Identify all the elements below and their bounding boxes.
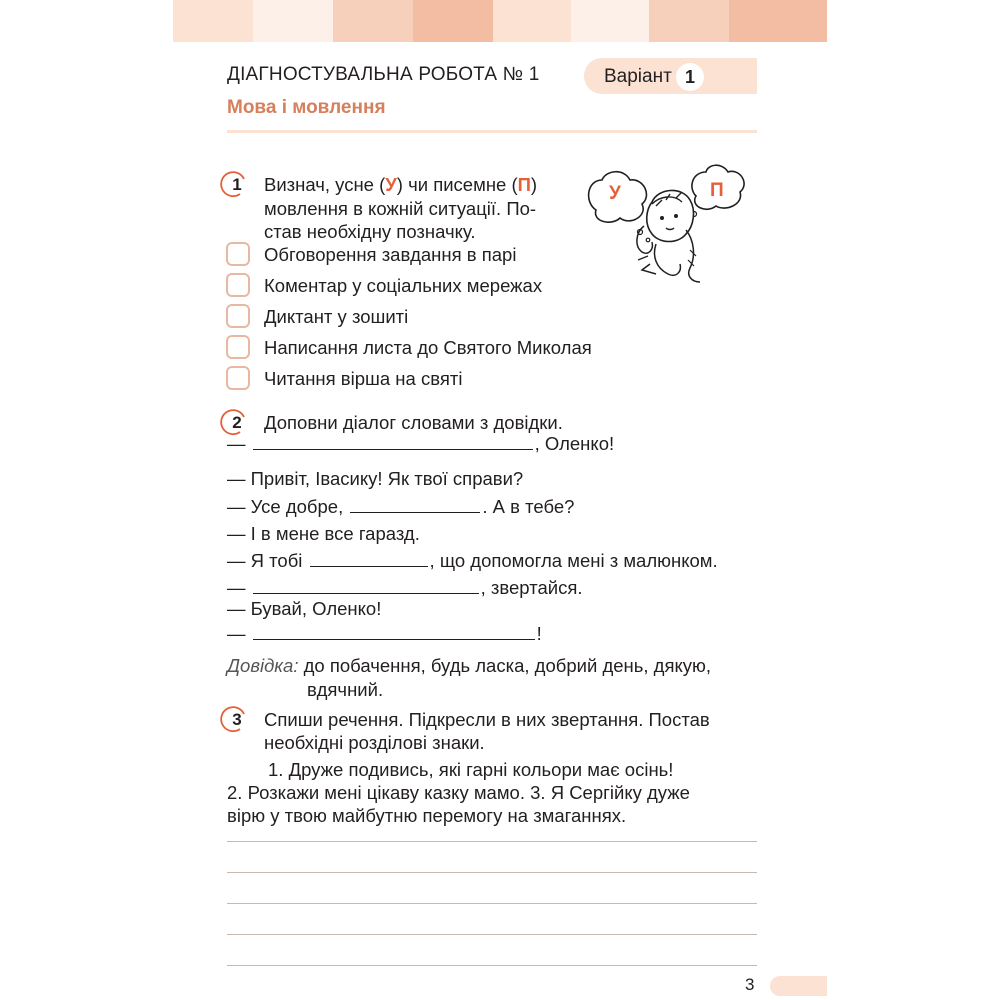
writing-line-1[interactable] <box>227 841 757 842</box>
writing-line-2[interactable] <box>227 872 757 873</box>
dialog-line-4: — І в мене все гаразд. <box>227 523 420 544</box>
stripe-5 <box>493 0 571 42</box>
task-3-sentence-1: 1. Друже подивись, які гарні кольори має осінь! <box>268 759 674 780</box>
task-3-line-2: необхідні розділові знаки. <box>264 732 485 753</box>
word-bank-label: Довідка: <box>227 655 299 676</box>
oral-letter: У <box>385 174 397 195</box>
task-3-sentence-2: 2. Розкажи мені цікаву казку мамо. 3. Я Сергійку дуже <box>227 782 690 803</box>
writing-line-3[interactable] <box>227 903 757 904</box>
dialog-dash: — <box>227 433 246 454</box>
writing-line-4[interactable] <box>227 934 757 935</box>
dialog-line-3-end: . А в тебе? <box>482 496 575 517</box>
dialog-dash: — <box>227 623 246 644</box>
task-1-line-1c: ) <box>530 174 538 195</box>
checkbox-5[interactable] <box>226 366 250 390</box>
blank-3[interactable] <box>310 565 428 567</box>
variant-label: Варіант <box>604 66 672 87</box>
task-1-number-text: 1 <box>232 175 242 194</box>
bubble-oral-label: У <box>609 183 621 204</box>
dialog-line-1-end: , Оленко! <box>534 433 615 454</box>
stripe-1 <box>173 0 255 42</box>
stripe-7 <box>649 0 729 42</box>
task-number-ring-icon <box>218 704 248 734</box>
task-3-line-1: Спиши речення. Підкресли в них звертання. Постав <box>264 709 710 730</box>
stripe-4 <box>413 0 493 42</box>
task-1-item-1: Обговорення завдання в парі <box>264 244 517 265</box>
task-3-number-text: 3 <box>232 710 242 729</box>
dialog-line-2: — Привіт, Івасику! Як твої справи? <box>227 468 524 489</box>
dialog-line-5 <box>227 549 718 573</box>
page-title: ДІАГНОСТУВАЛЬНА РОБОТА № 1 <box>227 64 540 85</box>
checkbox-3[interactable] <box>226 304 250 328</box>
stripe-3 <box>333 0 413 42</box>
blank-1[interactable] <box>253 448 533 450</box>
task-1-line-3: став необхідну позначку. <box>264 221 476 242</box>
task-number-ring-icon <box>218 169 248 199</box>
task-2-number-text: 2 <box>232 413 242 432</box>
task-1-line-1a: Визнач, усне ( <box>264 174 386 195</box>
task-1-item-3: Диктант у зошиті <box>264 306 409 327</box>
dialog-line-3 <box>227 495 574 519</box>
stripe-6 <box>571 0 649 42</box>
task-1-item-5: Читання вірша на святі <box>264 368 463 389</box>
word-bank-text-2: вдячний. <box>307 679 384 700</box>
written-letter: П <box>517 174 531 195</box>
writing-line-5[interactable] <box>227 965 757 966</box>
task-3-sentence-3: вірю у твою майбутню перемогу на змаганнях. <box>227 805 627 826</box>
header-divider <box>227 130 757 133</box>
word-bank-text-1: до побачення, будь ласка, добрий день, дякую, <box>303 655 712 676</box>
dialog-line-5-end: , що допомогла мені з малюнком. <box>429 550 718 571</box>
dialog-line-7: — Бувай, Оленко! <box>227 598 382 619</box>
task-3-number <box>224 707 250 733</box>
task-1-item-2: Коментар у соціальних мережах <box>264 275 543 296</box>
stripe-8 <box>729 0 827 42</box>
dialog-line-5-start: — Я тобі <box>227 550 303 571</box>
task-1-item-4: Написання листа до Святого Миколая <box>264 337 592 358</box>
stripe-2 <box>253 0 333 42</box>
bubble-written-label: П <box>710 180 724 201</box>
task-1-line-2: мовлення в кожній ситуації. По- <box>264 198 537 219</box>
dialog-line-3-start: — Усе добре, <box>227 496 344 517</box>
blank-5[interactable] <box>253 638 535 640</box>
variant-number: 1 <box>676 63 704 91</box>
task-1-line-1 <box>264 173 537 197</box>
task-2-instruction: Доповни діалог словами з довідки. <box>264 412 563 433</box>
task-1-line-1b: ) чи писемне ( <box>396 174 518 195</box>
blank-2[interactable] <box>350 511 480 513</box>
page-number-tab <box>770 976 827 996</box>
page-subtitle: Мова і мовлення <box>227 97 386 118</box>
blank-4[interactable] <box>253 592 479 594</box>
checkbox-4[interactable] <box>226 335 250 359</box>
dialog-line-8-end: ! <box>536 623 542 644</box>
checkbox-1[interactable] <box>226 242 250 266</box>
task-1-number <box>224 172 250 198</box>
page-number: 3 <box>745 975 755 994</box>
checkbox-2[interactable] <box>226 273 250 297</box>
dialog-line-1 <box>227 432 614 456</box>
girl-thinking-illustration <box>582 160 752 290</box>
dialog-dash: — <box>227 577 246 598</box>
dialog-line-6-end: , звертайся. <box>480 577 583 598</box>
dialog-line-8 <box>227 622 542 646</box>
word-bank <box>227 654 711 678</box>
